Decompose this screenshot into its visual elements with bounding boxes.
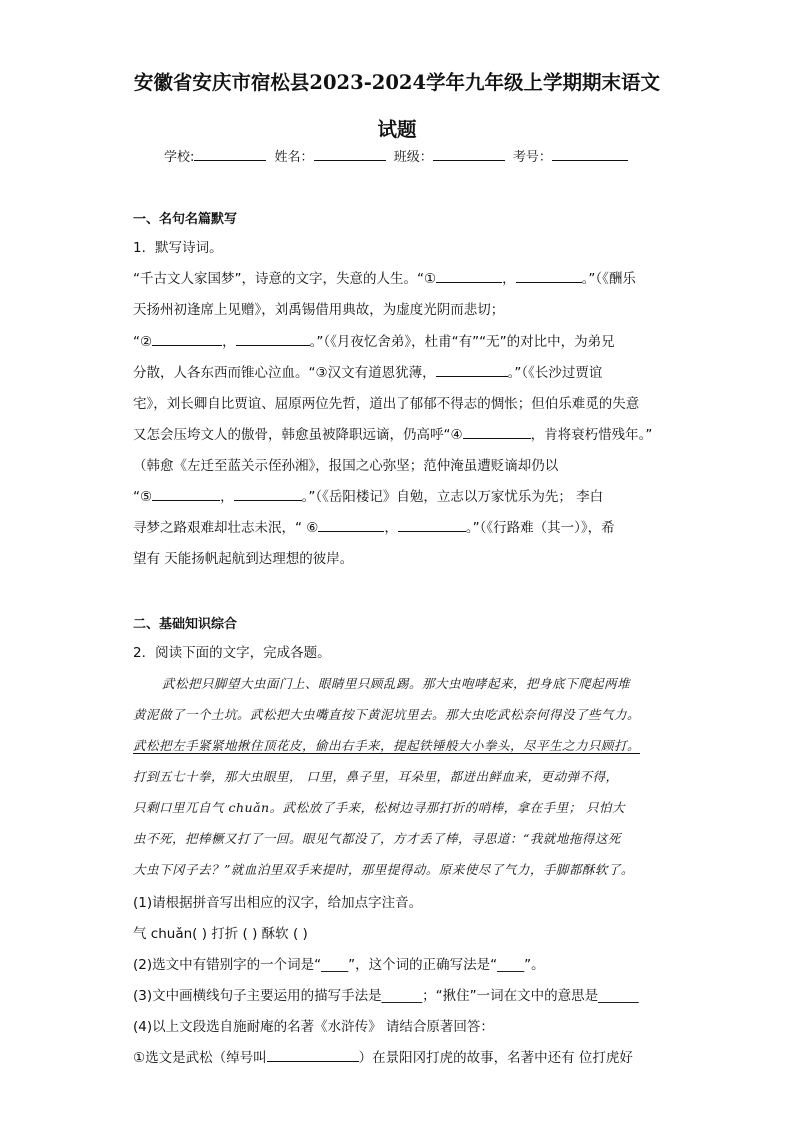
sub-question-2: (2)选文中有错别字的一个词是“____”，这个词的正确写法是“____”。 [133, 957, 545, 973]
number-field[interactable] [552, 148, 628, 161]
question-2-label: 2．阅读下面的文字，完成各题。 [133, 645, 331, 661]
class-field[interactable] [433, 148, 505, 161]
passage-line: 分散，人各东西而锥心泣血。“③汉文有道恩犹薄， 。”（《长沙过贾谊 [133, 365, 603, 381]
blank-nickname[interactable] [267, 1049, 359, 1062]
reading-passage-underlined-line: 武松把左手紧紧地揪住顶花皮，偷出右手来，提起铁锤般大小拳头，尽平生之力只顾打。 [133, 738, 641, 753]
passage-line: 望有 天能扬帆起航到达理想的彼岸。 [133, 551, 354, 567]
page-title-continued: 试题 [377, 118, 417, 141]
blank-1a[interactable] [436, 270, 502, 283]
passage-line: 宅》，刘长卿自比贾谊、屈原两位先哲，道出了郁郁不得志的惆怅；但伯乐难觅的失意 [133, 396, 640, 412]
reading-passage-line: 武松把只脚望大虫面门上、眼睛里只顾乱踢。那大虫咆哮起来，把身底下爬起两堆 [162, 676, 631, 691]
question-1-label: 1．默写诗词。 [133, 240, 223, 256]
reading-passage-line: 黄泥做了一个土坑。武松把大虫嘴直按下黄泥坑里去。那大虫吃武松奈何得没了些气力。 [133, 707, 641, 722]
school-field[interactable] [194, 148, 266, 161]
passage-line: （韩愈《左迁至蓝关示侄孙湘》，报国之心弥坚；范仲淹虽遭贬谪却仍以 [133, 458, 559, 474]
reading-passage-line: 只剩口里兀自气 chuǎn。武松放了手来，松树边寻那打折的哨棒，拿在手里； 只怕大 [133, 800, 626, 815]
name-label: 姓名： [274, 150, 314, 165]
sub-question-1-answer-row: 气 chuǎn( ) 打折 ( ) 酥软 ( ) [133, 926, 308, 942]
blank-6b[interactable] [398, 519, 466, 532]
sub-question-4-1: ①选文是武松（绰号叫 ）在景阳冈打虎的故事，名著中还有 位打虎好 [133, 1050, 633, 1066]
passage-line: 寻梦之路艰难却壮志未泯，“ ⑥ ， 。”（《行路难（其一）》，希 [133, 520, 615, 536]
passage-line: 天扬州初逢席上见赠》，刘禹锡借用典故，为虚度光阴而悲切； [133, 302, 505, 318]
section-heading-2: 二、基础知识综合 [133, 617, 238, 632]
class-label: 班级： [393, 150, 433, 165]
blank-2a[interactable] [152, 333, 222, 346]
blank-5b[interactable] [234, 488, 302, 501]
blank-5a[interactable] [152, 488, 220, 501]
sub-question-4: (4)以上文段选自施耐庵的名著《水浒传》 请结合原著回答： [133, 1019, 494, 1035]
blank-1b[interactable] [516, 270, 582, 283]
passage-line: “⑤ ， 。”（《岳阳楼记》自勉，立志以万家忧乐为先； 李白 [133, 489, 604, 505]
number-label: 考号： [512, 150, 552, 165]
reading-passage-line: 打到五七十拳，那大虫眼里， 口里，鼻子里，耳朵里，都迸出鲜血来，更动弹不得， [133, 769, 619, 784]
blank-2b[interactable] [236, 333, 310, 346]
passage-line: 又怎会压垮文人的傲骨，韩愈虽被降职远谪，仍高呼“④ ，肯将衰朽惜残年。” [133, 427, 653, 443]
reading-passage-line: 虫不死，把棒橛又打了一回。眼见气都没了，方才丢了棒，寻思道：“我就地拖得这死 [133, 831, 621, 846]
blank-4[interactable] [463, 426, 531, 439]
school-label: 学校: [164, 150, 195, 165]
blank-3[interactable] [436, 364, 508, 377]
sub-question-3: (3)文中画横线句子主要运用的描写手法是______；“揪住”一词在文中的意思是______ [133, 988, 639, 1004]
name-field[interactable] [314, 148, 386, 161]
page-title: 安徽省安庆市宿松县2023-2024学年九年级上学期期末语文 [133, 71, 661, 94]
blank-6a[interactable] [318, 519, 384, 532]
passage-line: “千古文人家国梦”，诗意的文字，失意的人生。“① ， 。”（《酬乐 [133, 271, 636, 287]
sub-question-1: (1)请根据拼音写出相应的汉字，给加点字注音。 [133, 895, 423, 911]
section-heading-1: 一、名句名篇默写 [133, 212, 238, 227]
reading-passage-line: 大虫下冈子去？”就血泊里双手来提时，那里提得动。原来使尽了气力，手脚都酥软了。 [133, 862, 634, 877]
student-info-row [164, 146, 632, 165]
passage-line: “② ， 。”（《月夜忆舍弟》，杜甫“有”“无”的对比中，为弟兄 [133, 334, 615, 350]
